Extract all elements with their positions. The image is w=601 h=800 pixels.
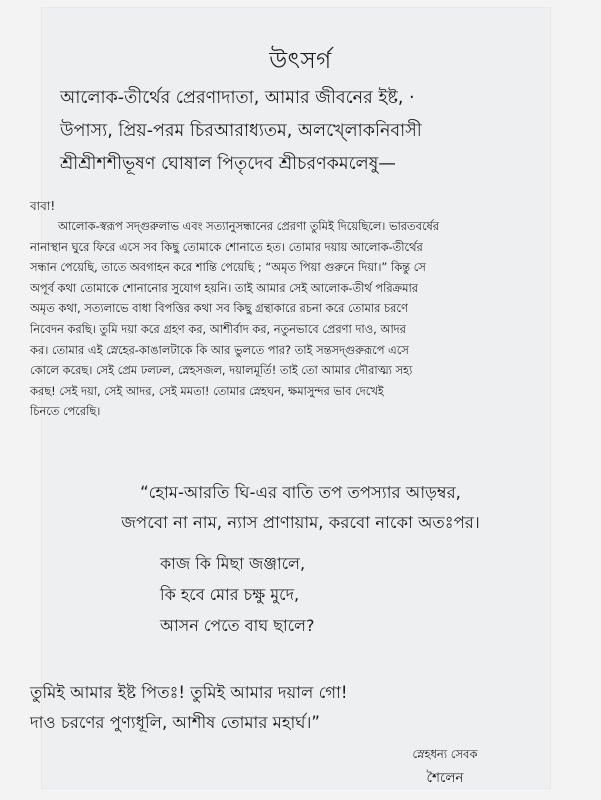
verse-line: জপবো না নাম, ন্যাস প্রাণায়াম, করবো নাকো অতঃপর। bbox=[121, 513, 480, 532]
signature-name: শৈলেন bbox=[426, 770, 464, 786]
letter-line: আলোক-স্বরূপ সদ্গুরুলাভ এবং সত্যানুসন্ধানের প্রেরণা তুমিই দিয়েছিলে। ভারতবর্ষের bbox=[58, 219, 440, 233]
letter-line: অমৃত কথা, সত্যলাভে বাধা বিপত্তির কথা সব কিছু গ্রন্থাকারে রচনা করে তোমার চরণে bbox=[30, 301, 408, 316]
verse-line: দাও চরণের পুণ্যধূলি, আশীষ তোমার মহার্ঘ।” bbox=[30, 713, 320, 732]
verse-line: তুমিই আমার ইষ্ট পিতঃ! তুমিই আমার দয়াল গো! bbox=[30, 683, 348, 702]
letter-line: কোলে করেছ। সেই প্রেম ঢলঢল, স্নেহসজল, দয়ালমূর্তি! তাই তো আমার দৌরাত্ম্য সহ্য bbox=[30, 363, 413, 378]
letter-line: চিনতে পেরেছি। bbox=[30, 404, 101, 419]
verse-line: আসন পেতে বাঘ ছালে? bbox=[160, 616, 315, 635]
dedication-line: শ্রীশ্রীশশীভূষণ ঘোষাল পিতৃদেব শ্রীচরণকমলেষু— bbox=[60, 154, 396, 174]
page-title: উৎসর্গ bbox=[269, 48, 332, 74]
letter-line: সন্ধান পেয়েছি, তাতে অবগাহন করে শান্তি পেয়েছি ; “অমৃত পিয়া গুরুনে দিয়া।” কিন্তু সে bbox=[30, 260, 426, 275]
verse-centered bbox=[0, 478, 601, 538]
letter-line: কর। তোমার এই স্নেহের-কাঙালটাকে কি আর ভুলতে পার? তাই সন্তসদ্গুরুরূপে এসে bbox=[30, 342, 409, 357]
dedication-block bbox=[60, 82, 560, 181]
letter-body bbox=[30, 216, 566, 422]
verse-closing bbox=[30, 678, 348, 738]
salutation: বাবা! bbox=[30, 199, 56, 213]
letter-line: নানাস্থান ঘুরে ফিরে এসে সব কিছু তোমাকে শোনাতে হত। তোমার দয়ায় আলোক-তীর্থের bbox=[30, 239, 423, 254]
verse-line: “হোম-আরতি ঘি-এর বাতি তপ তপস্যার আড়ম্বর, bbox=[140, 483, 461, 502]
verse-indented bbox=[160, 548, 314, 641]
verse-line: কি হবে মোর চক্ষু মুদে, bbox=[160, 585, 300, 604]
signature-closing: স্নেহধন্য সেবক bbox=[412, 747, 478, 761]
verse-line: কাজ কি মিছা জঞ্জালে, bbox=[160, 554, 306, 573]
letter-line: নিবেদন করছি। তুমি দয়া করে গ্রহণ কর, আশীর্বাদ কর, নতুনভাবে প্রেরণা দাও, আদর bbox=[30, 321, 406, 336]
dedication-line: উপাস্য, প্রিয়-পরম চিরআরাধ্যতম, অলখ্লোকনিবাসী bbox=[60, 121, 422, 141]
dedication-line: আলোক-তীর্থের প্রেরণাদাতা, আমার জীবনের ইষ্ট, · bbox=[60, 88, 415, 108]
letter-line: অপূর্ব কথা তোমাকে শোনানোর সুযোগ হয়নি। তাই আমার সেই আলোক-তীর্থ পরিক্রমার bbox=[30, 280, 419, 295]
signature-block bbox=[400, 742, 490, 790]
letter-line: করছ! সেই দয়া, সেই আদর, সেই মমতা! তোমার স্নেহঘন, ক্ষমাসুন্দর ভাব দেখেই bbox=[30, 383, 384, 398]
